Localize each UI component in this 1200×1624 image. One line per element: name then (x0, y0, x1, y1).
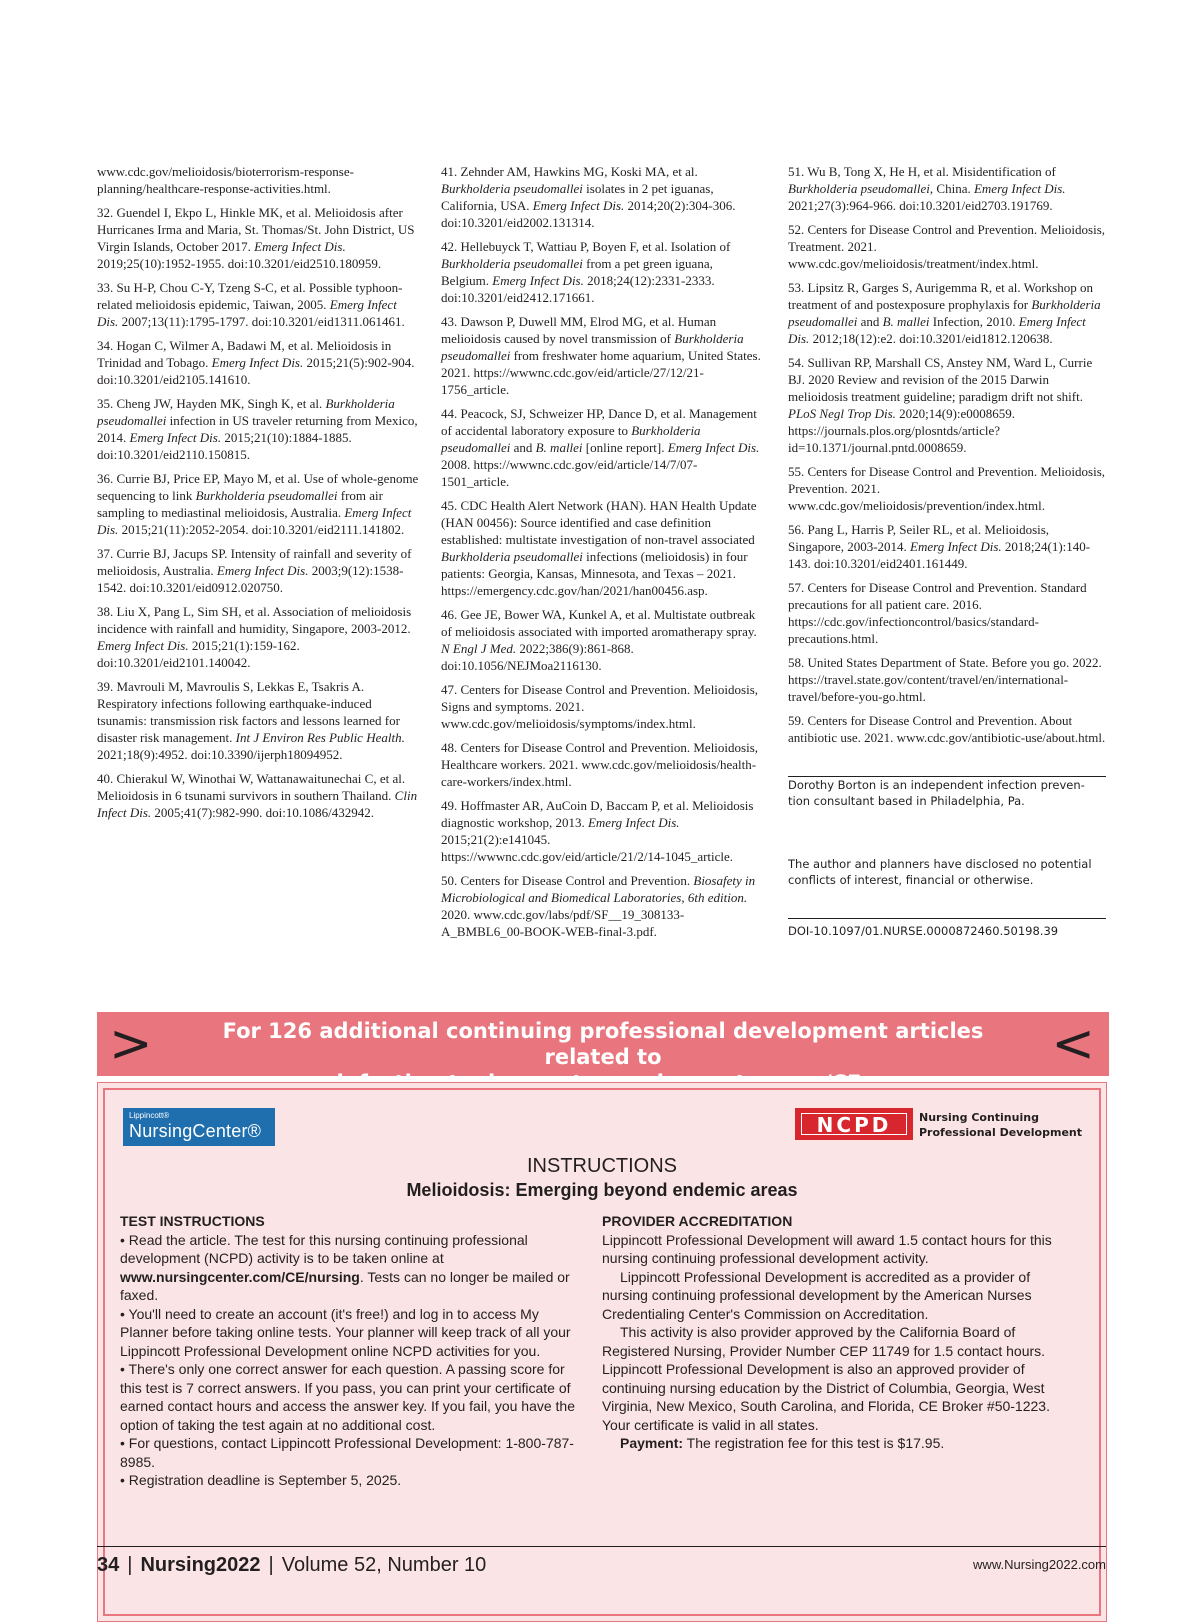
ncpd-mark-text: NCPD (801, 1113, 907, 1135)
reference-item (441, 163, 763, 231)
reference-item (788, 463, 1106, 514)
instructions-inner-frame (103, 1088, 1101, 1616)
reference-journal: Emerg Infect Dis. (973, 181, 1066, 196)
reference-text: 41. Zehnder AM, Hawkins MG, Koski MA, et al. (441, 164, 698, 179)
reference-text: 2012;18(12):e2. doi:10.3201/eid1812.120638. (809, 331, 1053, 346)
reference-item (441, 739, 763, 790)
reference-text: 45. CDC Health Alert Network (HAN). HAN Health Update (HAN 00456): Source identified and case definition established: multistate investigation of non-travel associated (441, 498, 757, 547)
reference-item (441, 681, 763, 732)
reference-organism: Burkholderia pseudomallei (441, 331, 744, 363)
disclosure-note (788, 856, 1106, 888)
payment-line (602, 1434, 1072, 1453)
doi-rule (788, 918, 1106, 939)
nursingcenter-logo (123, 1108, 275, 1146)
reference-text: 2015;21(5):902-904. doi:10.3201/eid2105.141610. (97, 355, 415, 387)
author-note (788, 777, 1106, 809)
reference-journal: N Engl J Med. (441, 641, 517, 656)
reference-journal: Emerg Infect Dis. (216, 563, 309, 578)
reference-journal: Emerg Infect Dis. (532, 198, 625, 213)
reference-text: , China. (929, 181, 974, 196)
reference-journal: Emerg Infect Dis. (788, 314, 1086, 346)
reference-item (97, 678, 419, 763)
ncpd-mark (795, 1108, 913, 1140)
instructions-heading: INSTRUCTIONS (527, 1155, 677, 1177)
reference-text: 2020;14(9):e0008659. https://journals.plos.org/plosntds/article?id=10.1371/journal.pntd.0008659. (788, 406, 1016, 455)
reference-text: 57. Centers for Disease Control and Prevention. Standard precautions for all patient care. 2016. https://cdc.gov/infectioncontrol/basics/standard-precautions.html. (788, 580, 1087, 646)
reference-text: 49. Hoffmaster AR, AuCoin D, Baccam P, et al. Melioidosis diagnostic workshop, 2013. (441, 798, 754, 830)
reference-text: 33. Su H-P, Chou C-Y, Tzeng S-C, et al. Possible typhoon-related melioidosis epidemic, Taiwan, 2005. (97, 280, 403, 312)
reference-journal: Emerg Infect Dis. (254, 239, 346, 254)
instructions-subheading: Melioidosis: Emerging beyond endemic areas (406, 1180, 798, 1200)
reference-text: 2005;41(7):982-990. doi:10.1086/432942. (151, 805, 374, 820)
logo-nursingcenter-text: NursingCenter® (129, 1121, 262, 1141)
reference-text: 58. United States Department of State. Before you go. 2022. https://travel.state.gov/content/travel/en/international-travel/before-you-go.html. (788, 655, 1102, 704)
instructions-header (105, 1154, 1099, 1202)
reference-organism: Burkholderia pseudomallei (441, 549, 583, 564)
reference-text: 52. Centers for Disease Control and Prevention. Melioidosis, Treatment. 2021. www.cdc.gov/melioidosis/treatment/index.html. (788, 222, 1106, 271)
reference-journal: Emerg Infect Dis. (587, 815, 680, 830)
page-number: 34 (97, 1554, 120, 1576)
reference-text: 56. Pang L, Harris P, Seiler RL, et al. Melioidosis, Singapore, 2003-2014. (788, 522, 1050, 554)
reference-text: 2018;24(12):2331-2333. doi:10.3201/eid2412.171661. (441, 273, 715, 305)
reference-text: 42. Hellebuyck T, Wattiau P, Boyen F, et al. Isolation of (441, 239, 731, 254)
reference-text: 2018;24(1):140-143. doi:10.3201/eid2401.161449. (788, 539, 1091, 571)
reference-text: and (510, 440, 536, 455)
page-footer (97, 1546, 1106, 1577)
banner-line-1: For 126 additional continuing professional development articles related to (222, 1019, 984, 1069)
reference-text: 38. Liu X, Pang L, Sim SH, et al. Association of melioidosis incidence with rainfall and humidity, Singapore, 2003-2012. (97, 604, 412, 636)
ncpd-caption-line-1: Nursing Continuing (919, 1111, 1039, 1124)
reference-text: 2020. www.cdc.gov/labs/pdf/SF__19_308133-A_BMBL6_00-BOOK-WEB-final-3.pdf. (441, 907, 685, 939)
issue-volume: Volume 52, Number 10 (281, 1554, 487, 1576)
doi: DOI-10.1097/01.NURSE.0000872460.50198.39 (788, 924, 1059, 938)
reference-organism: B. mallei (882, 314, 930, 329)
test-item-4: • For questions, contact Lippincott Professional Development: 1-800-787-8985. (120, 1435, 574, 1470)
payment-label: Payment: (620, 1435, 684, 1451)
reference-journal: Emerg Infect Dis. (667, 440, 760, 455)
reference-item (788, 712, 1106, 746)
reference-text: 53. Lipsitz R, Garges S, Aurigemma R, et al. Workshop on treatment of and postexposure prophylaxis for (788, 280, 1094, 312)
reference-text: 2003;9(12):1538-1542. doi:10.3201/eid0912.020750. (97, 563, 404, 595)
footer-issue-info: 34 | Nursing2022 | Volume 52, Number 10 (97, 1554, 487, 1576)
reference-text: infections (melioidosis) in four patients: Georgia, Kansas, Minnesota, and Texas – 2021. https://emergency.cdc.gov/han/2021/han00456.asp. (441, 549, 748, 598)
reference-item (441, 405, 763, 490)
test-item-1-tail: . Tests can no longer be mailed or faxed. (120, 1268, 570, 1303)
reference-item (97, 470, 419, 538)
reference-organism: Burkholderia pseudomallei (97, 396, 395, 428)
reference-item (788, 579, 1106, 647)
reference-text: 2015;21(2):e141045. https://wwwnc.cdc.gov/eid/article/21/2/14-1045_article. (441, 832, 734, 864)
accreditation-paragraph-2: Lippincott Professional Development is accredited as a provider of nursing continuing professional development by the American Nurses Credentialing Center's Commission on Accreditation. (602, 1268, 1032, 1322)
reference-text: 48. Centers for Disease Control and Prevention. Melioidosis, Healthcare workers. 2021. www.cdc.gov/melioidosis/health-care-workers/index.html. (441, 740, 759, 789)
reference-item (97, 603, 419, 671)
test-item-5: • Registration deadline is September 5, 2025. (120, 1472, 402, 1488)
test-url-link[interactable]: www.nursingcenter.com/CE/nursing (120, 1268, 360, 1285)
reference-text: 36. Currie BJ, Price EP, Mayo M, et al. Use of whole-genome sequencing to link (97, 471, 419, 503)
reference-text: 2022;386(9):861-868. doi:10.1056/NEJMoa2116130. (441, 641, 634, 673)
reference-item (441, 606, 763, 674)
test-instructions-heading: TEST INSTRUCTIONS (120, 1213, 265, 1229)
reference-text: 43. Dawson P, Duwell MM, Elrod MG, et al. Human melioidosis caused by novel transmission of (441, 314, 717, 346)
accreditation-heading: PROVIDER ACCREDITATION (602, 1213, 793, 1229)
reference-item (97, 545, 419, 596)
reference-item (441, 497, 763, 599)
references-column-3 (788, 163, 1106, 946)
logo-lippincott-text: Lippincott® (129, 1111, 170, 1120)
reference-organism: Burkholderia pseudomallei (441, 256, 583, 271)
reference-text: 46. Gee JE, Bower WA, Kunkel A, et al. Multistate outbreak of melioidosis associated with imported aromatherapy spray. (441, 607, 757, 639)
reference-text: 2015;21(11):2052-2054. doi:10.3201/eid2111.141802. (118, 522, 405, 537)
reference-journal: Clin Infect Dis. (97, 788, 418, 820)
reference-text: 34. Hogan C, Wilmer A, Badawi M, et al. Melioidosis in Trinidad and Tobago. (97, 338, 392, 370)
reference-text: 2021;27(3):964-966. doi:10.3201/eid2703.191769. (788, 198, 1053, 213)
accreditation-paragraph-3: This activity is also provider approved by the California Board of Registered Nursing, Provider Number CEP 11749 for 1.5 contact hours. Lippincott Professional Development is also an approved provider of continuing nursing education by the District of Columbia, Georgia, West Virginia, New Mexico, South Carolina, and Florida, CE Broker #50-1223. Your certificate is valid in all states. (602, 1324, 1050, 1433)
reference-text: 2015;21(10):1884-1885. doi:10.3201/eid2110.150815. (97, 430, 352, 462)
test-instructions (120, 1212, 590, 1490)
reference-journal: Emerg Infect Dis. (492, 273, 584, 288)
references-column-3-list (788, 163, 1106, 746)
reference-text: from air sampling to mediastinal melioidosis, Australia. (97, 488, 383, 520)
reference-text: Infection, 2010. (929, 314, 1019, 329)
reference-item (788, 521, 1106, 572)
accreditation-paragraph-1: Lippincott Professional Development will award 1.5 contact hours for this nursing continuing professional development activity. (602, 1231, 1052, 1266)
payment-text: The registration fee for this test is $17.95. (683, 1435, 945, 1451)
author-note-line-1: Dorothy Borton is an independent infection preven- (788, 778, 1085, 792)
reference-text: 32. Guendel I, Ekpo L, Hinkle MK, et al. Melioidosis after Hurricanes Irma and Maria, St. Thomas/St. John District, US Virgin Islands, October 2017. (97, 205, 415, 254)
instructions-box (97, 1082, 1107, 1622)
reference-text: from freshwater home aquarium, United States. 2021. https://wwwnc.cdc.gov/eid/article/27/12/21-1756_article. (441, 348, 761, 397)
reference-text: 35. Cheng JW, Hayden MK, Singh K, et al. (97, 396, 326, 411)
reference-journal: Emerg Infect Dis. (211, 355, 304, 370)
reference-text: 2021;18(9):4952. doi:10.3390/ijerph18094952. (97, 747, 343, 762)
ncpd-logo-caption (919, 1110, 1082, 1140)
reference-text: 51. Wu B, Tong X, He H, et al. Misidentification of (788, 164, 1056, 179)
reference-organism: Burkholderia pseudomallei (195, 488, 338, 503)
reference-item (788, 163, 1106, 214)
reference-item (788, 354, 1106, 456)
reference-text: and (857, 314, 883, 329)
reference-item (441, 238, 763, 306)
reference-organism: B. mallei (535, 440, 583, 455)
website-link[interactable]: www.Nursing2022.com (973, 1557, 1106, 1572)
chevron-left-icon: < (1051, 1014, 1095, 1074)
reference-text: 54. Sullivan RP, Marshall CS, Anstey NM, Ward L, Currie BJ. 2020 Review and revision of the 2015 Darwin melioidosis treatment guideline; paradigm drift not shift. (788, 355, 1093, 404)
reference-item (441, 872, 763, 940)
reference-item (97, 163, 419, 197)
reference-text: isolates in 2 pet iguanas, California, USA. (441, 181, 714, 213)
reference-text: 37. Currie BJ, Jacups SP. Intensity of rainfall and severity of melioidosis, Australia. (97, 546, 412, 578)
reference-text: from a pet green iguana, Belgium. (441, 256, 713, 288)
reference-text: 2007;13(11):1795-1797. doi:10.3201/eid1311.061461. (118, 314, 405, 329)
reference-text: 55. Centers for Disease Control and Prevention. Melioidosis, Prevention. 2021. www.cdc.gov/melioidosis/prevention/index.html. (788, 464, 1106, 513)
magazine-name: Nursing2022 (140, 1554, 261, 1576)
reference-text: 44. Peacock, SJ, Schweizer HP, Dance D, et al. Management of accidental laboratory exposure to (441, 406, 757, 438)
reference-text: 40. Chierakul W, Winothai W, Wattanawaitunechai C, et al. Melioidosis in 6 tsunami survivors in southern Thailand. (97, 771, 406, 803)
reference-item (97, 279, 419, 330)
reference-item (441, 797, 763, 865)
references-column-1 (97, 163, 419, 828)
reference-text: 50. Centers for Disease Control and Prevention. (441, 873, 694, 888)
reference-organism: Burkholderia pseudomallei (788, 297, 1101, 329)
reference-journal: Emerg Infect Dis. (97, 638, 189, 653)
reference-item (441, 313, 763, 398)
reference-organism: Burkholderia pseudomallei (788, 181, 930, 196)
reference-journal: Biosafety in Microbiological and Biomedical Laboratories, 6th edition. (441, 873, 756, 905)
chevron-right-icon: > (109, 1014, 153, 1074)
reference-journal: Emerg Infect Dis. (97, 297, 397, 329)
reference-text: www.cdc.gov/melioidosis/bioterrorism-response-planning/healthcare-response-activities.html. (97, 164, 354, 196)
reference-journal: Emerg Infect Dis. (129, 430, 222, 445)
reference-text: 2015;21(1):159-162. doi:10.3201/eid2101.140042. (97, 638, 300, 670)
test-item-1 (120, 1231, 590, 1305)
disclosure-line-1: The author and planners have disclosed no potential (788, 857, 1092, 871)
reference-item (788, 654, 1106, 705)
test-item-3: • There's only one correct answer for each question. A passing score for this test is 7 correct answers. If you pass, you can print your certificate of earned contact hours and access the answer key. If you fail, you have the option of taking the test again at no additional cost. (120, 1361, 576, 1433)
reference-text: 59. Centers for Disease Control and Prevention. About antibiotic use. 2021. www.cdc.gov/antibiotic-use/about.html. (788, 713, 1106, 745)
test-item-2: • You'll need to create an account (it's free!) and log in to access My Planner before taking online tests. Your planner will keep track of all your Lippincott Professional Development online NCPD activities for you. (120, 1305, 571, 1359)
reference-text: 2008. https://wwwnc.cdc.gov/eid/article/14/7/07-1501_article. (441, 457, 698, 489)
ncpd-logo (795, 1108, 1095, 1142)
reference-text: infection in US traveler returning from Mexico, 2014. (97, 413, 418, 445)
reference-organism: Burkholderia pseudomallei (441, 423, 701, 455)
reference-text: 47. Centers for Disease Control and Prevention. Melioidosis, Signs and symptoms. 2021. www.cdc.gov/melioidosis/symptoms/index.html. (441, 682, 759, 731)
reference-item (97, 770, 419, 821)
references-column-2 (441, 163, 763, 947)
reference-item (788, 279, 1106, 347)
reference-text: 39. Mavrouli M, Mavroulis S, Lekkas E, Tsakris A. Respiratory infections following earthquake-induced tsunamis: transmission risk factors and lessons learned for disaster risk management. (97, 679, 400, 745)
disclosure-line-2: conflicts of interest, financial or otherwise. (788, 873, 1034, 887)
reference-text: 2019;25(10):1952-1955. doi:10.3201/eid2510.180959. (97, 256, 382, 271)
reference-journal: Int J Environ Res Public Health. (235, 730, 405, 745)
test-item-1-text: • Read the article. The test for this nursing continuing professional development (NCPD) activity is to be taken online at (120, 1231, 528, 1266)
reference-item (97, 204, 419, 272)
reference-journal: PLoS Negl Trop Dis. (788, 406, 896, 421)
reference-item (97, 337, 419, 388)
reference-item (788, 221, 1106, 272)
provider-accreditation (602, 1212, 1072, 1453)
author-note-line-2: tion consultant based in Philadelphia, Pa. (788, 794, 1025, 808)
cpd-banner[interactable] (97, 1012, 1109, 1076)
reference-organism: Burkholderia pseudomallei (441, 181, 583, 196)
reference-journal: Emerg Infect Dis. (97, 505, 412, 537)
reference-text: 2014;20(2):304-306. doi:10.3201/eid2002.131314. (441, 198, 736, 230)
ncpd-caption-line-2: Professional Development (919, 1126, 1083, 1139)
reference-item (97, 395, 419, 463)
reference-text: [online report]. (582, 440, 668, 455)
reference-journal: Emerg Infect Dis. (910, 539, 1002, 554)
